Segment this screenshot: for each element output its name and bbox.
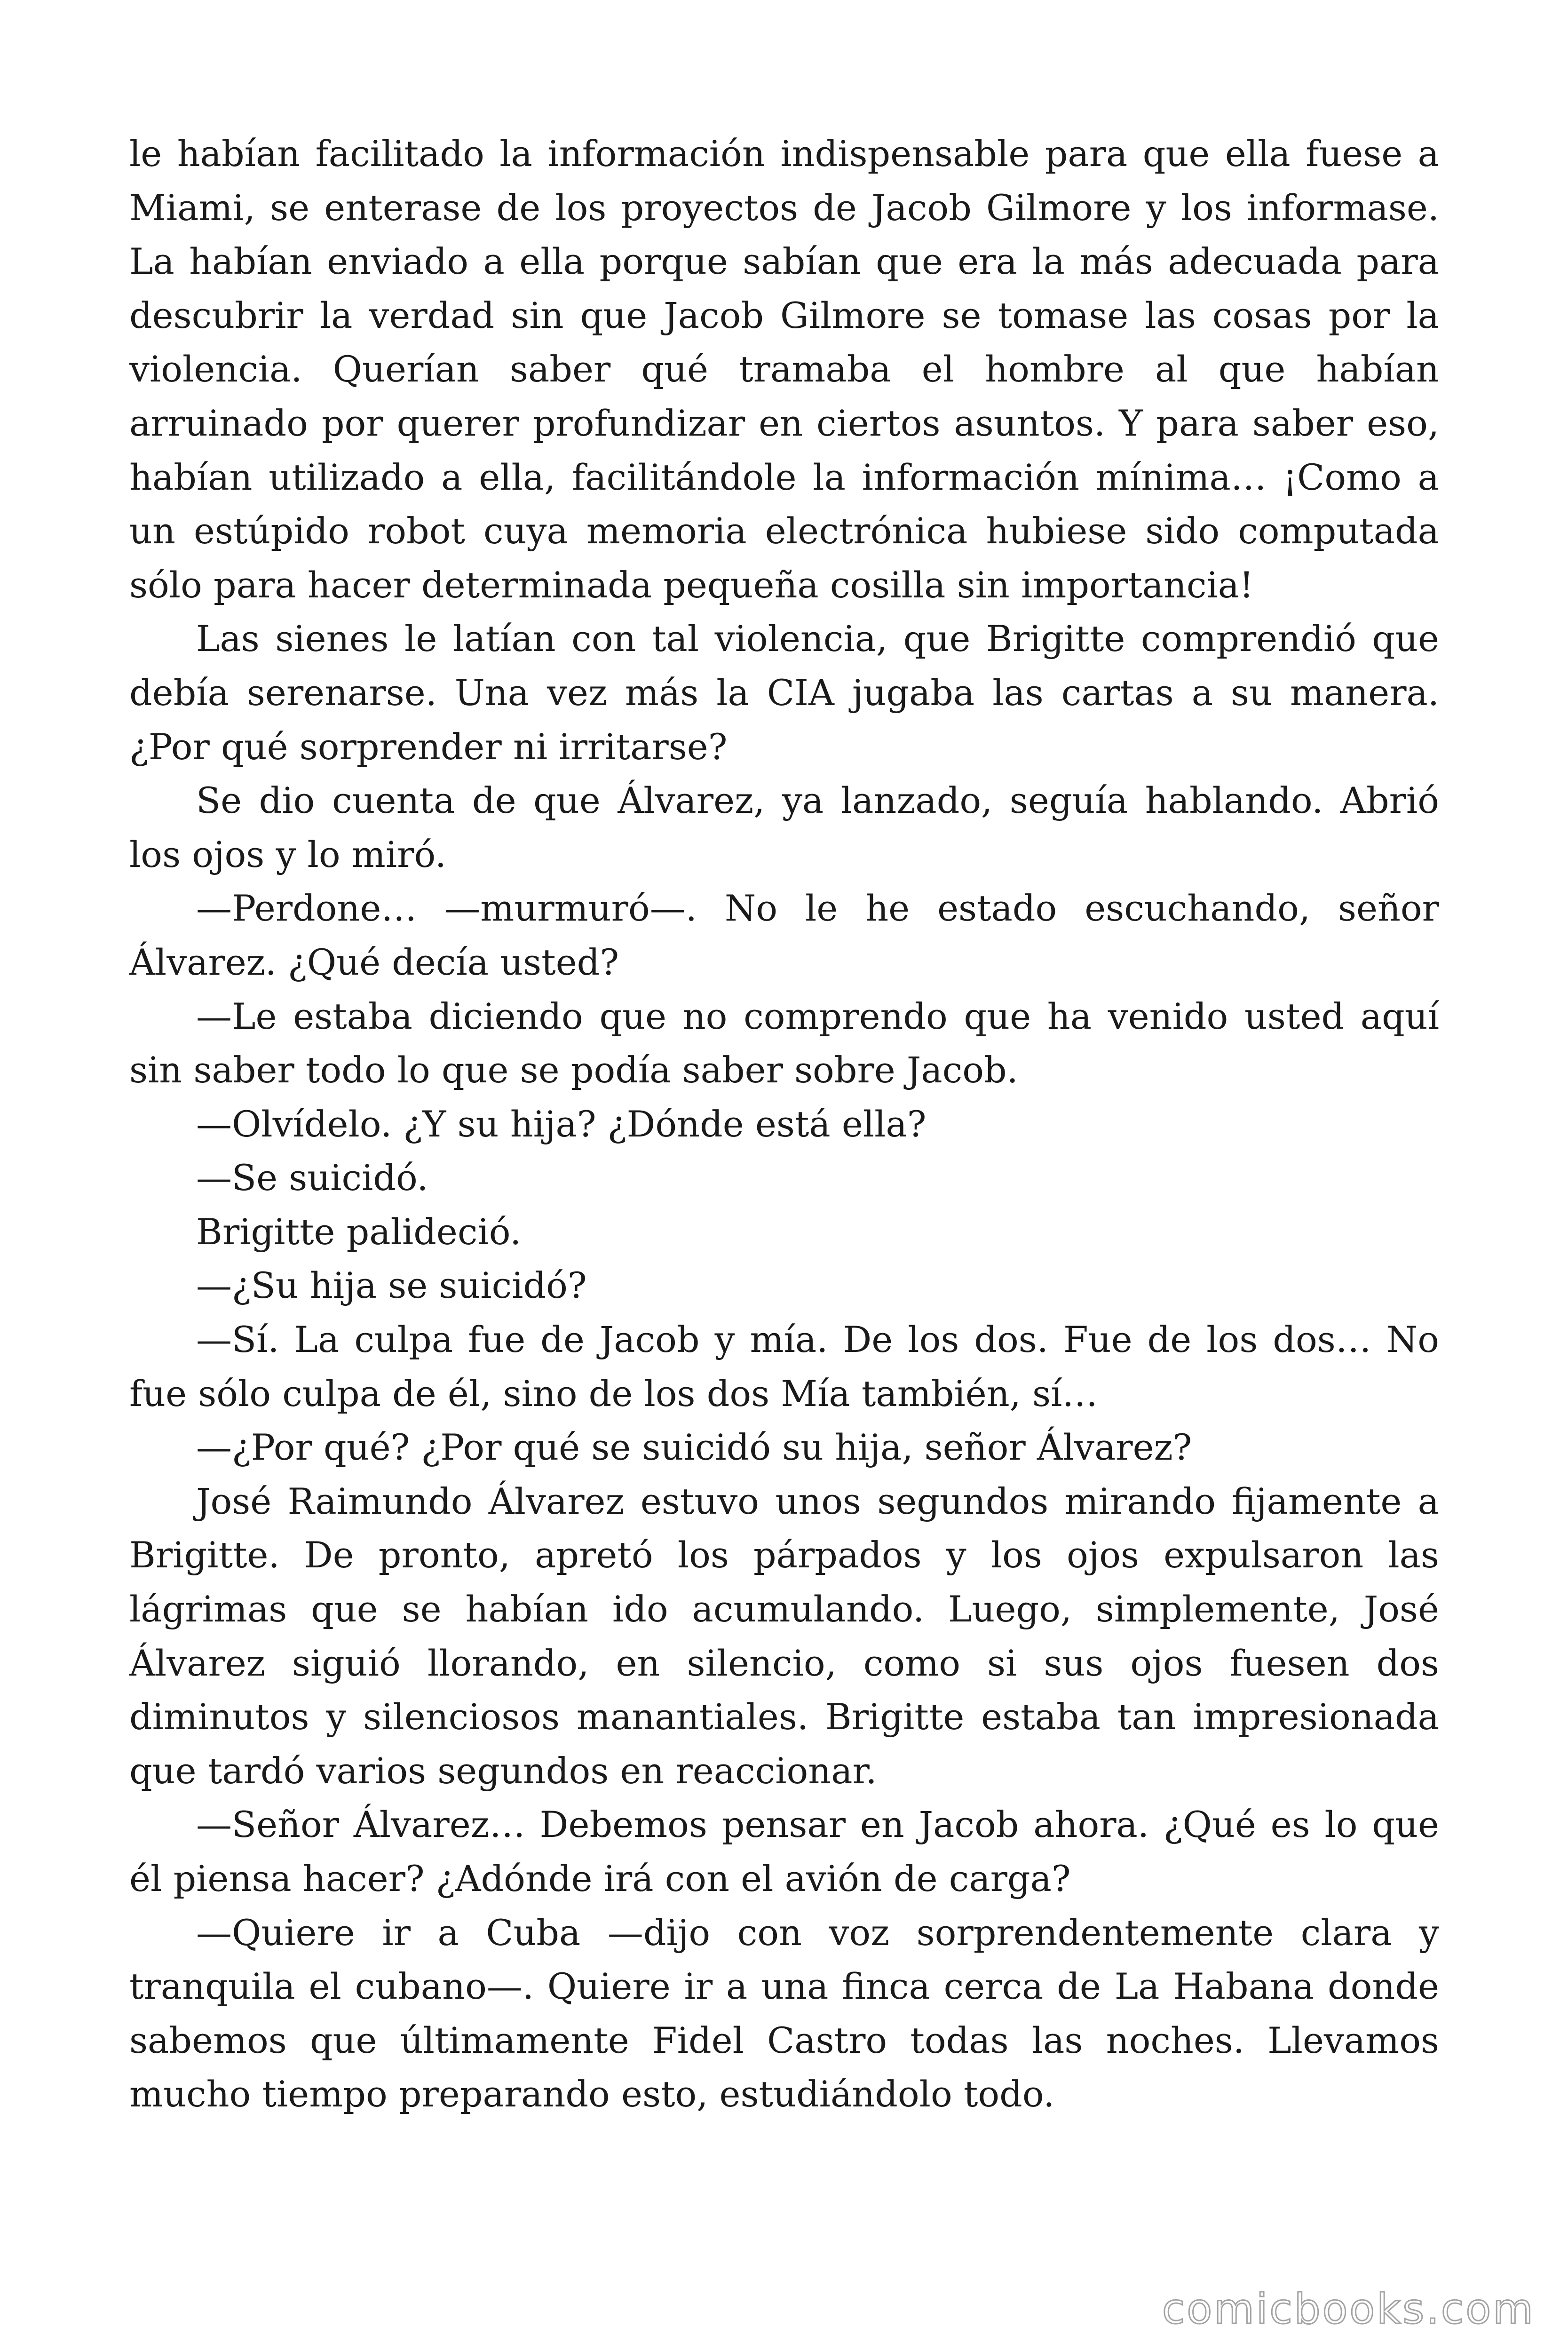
paragraph-9: —¿Su hija se suicidó? — [196, 1264, 587, 1307]
paragraph-8: Brigitte palideció. — [196, 1210, 522, 1253]
body-text — [129, 127, 1439, 2122]
paragraph-13: —Señor Álvarez… Debemos pensar en Jacob ahora. ¿Qué es lo que él piensa hacer? ¿Adónde irá con el avión de carga? — [129, 1804, 1439, 1899]
paragraph-1: le habían facilitado la información indispensable para que ella fuese a Miami, se enterase de los proyectos de Jacob Gilmore y los informase. La habían enviado a ella porque sabían que era la más adecuada para descubrir la verdad sin que Jacob Gilmore se tomase las cosas por la violencia. Querían saber qué tramaba el hombre al que habían arruinado por querer profundizar en ciertos asuntos. Y para saber eso, habían utilizado a ella, facilitándole la información mínima… ¡Como a un estúpido robot cuya memoria electrónica hubiese sido computada sólo para hacer determinada pequeña cosilla sin importancia! — [129, 133, 1439, 606]
paragraph-4: —Perdone… —murmuró—. No le he estado escuchando, señor Álvarez. ¿Qué decía usted? — [129, 887, 1439, 983]
paragraph-7: —Se suicidó. — [196, 1157, 428, 1199]
paragraph-2: Las sienes le latían con tal violencia, que Brigitte comprendió que debía serenarse. Una vez más la CIA jugaba las cartas a su manera. ¿Por qué sorprender ni irritarse? — [129, 618, 1439, 768]
paragraph-6: —Olvídelo. ¿Y su hija? ¿Dónde está ella? — [196, 1103, 927, 1145]
paragraph-10: —Sí. La culpa fue de Jacob y mía. De los dos. Fue de los dos… No fue sólo culpa de él, sino de los dos Mía también, sí… — [129, 1319, 1439, 1414]
watermark: comicbooks.com — [1162, 2285, 1535, 2333]
paragraph-3: Se dio cuenta de que Álvarez, ya lanzado, seguía hablando. Abrió los ojos y lo miró. — [129, 779, 1439, 875]
paragraph-5: —Le estaba diciendo que no comprendo que ha venido usted aquí sin saber todo lo que se podía saber sobre Jacob. — [129, 995, 1439, 1091]
paragraph-14: —Quiere ir a Cuba —dijo con voz sorprendentemente clara y tranquila el cubano—. Quiere ir a una finca cerca de La Habana donde sabemos que últimamente Fidel Castro todas las noches. Llevamos mucho tiempo preparando esto, estudiándolo todo. — [129, 1911, 1439, 2115]
paragraph-12: José Raimundo Álvarez estuvo unos segundos mirando fijamente a Brigitte. De pronto, apretó los párpados y los ojos expulsaron las lágrimas que se habían ido acumulando. Luego, simplemente, José Álvarez siguió llorando, en silencio, como si sus ojos fuesen dos diminutos y silenciosos manantiales. Brigitte estaba tan impresionada que tardó varios segundos en reaccionar. — [129, 1480, 1439, 1792]
paragraph-11: —¿Por qué? ¿Por qué se suicidó su hija, señor Álvarez? — [196, 1426, 1192, 1469]
